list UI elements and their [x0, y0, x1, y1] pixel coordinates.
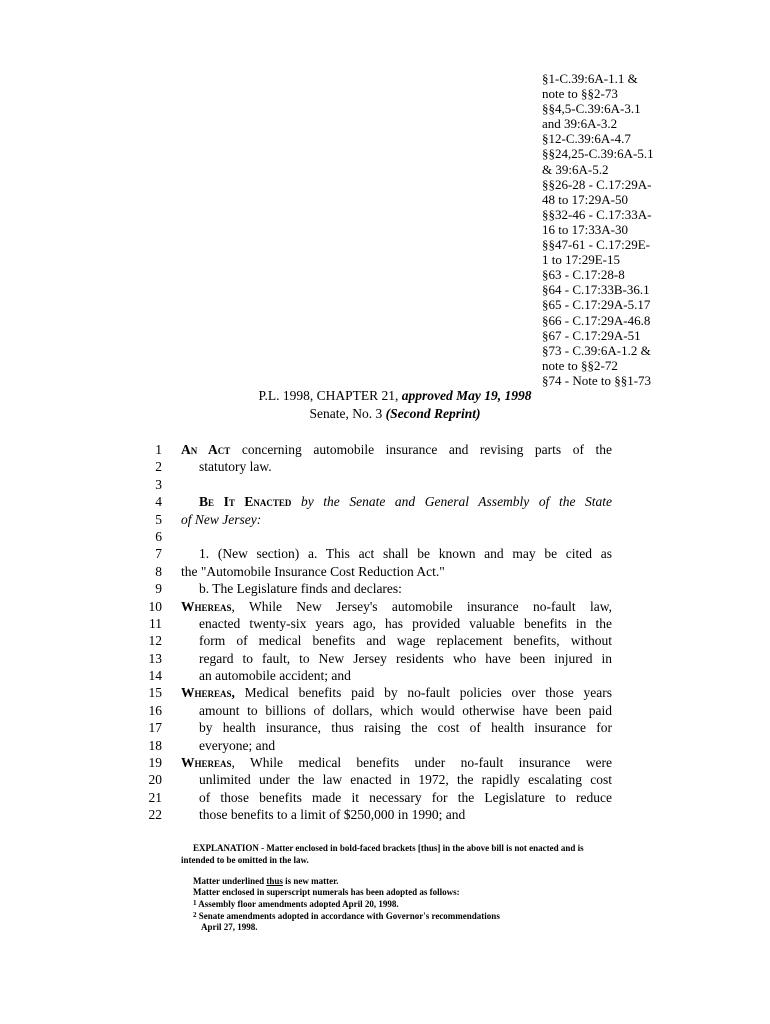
text-line: [0, 806, 770, 823]
line-number: 14: [148, 668, 162, 684]
line-number: 4: [155, 494, 162, 510]
text-line: [0, 632, 770, 649]
reference-line: 1 to 17:29E-15: [542, 252, 620, 268]
line-number: 5: [155, 511, 162, 527]
underlined-word: thus: [266, 876, 283, 886]
reference-line: §63 - C.17:28-8: [542, 267, 625, 283]
text-line: [0, 615, 770, 632]
plain-text: , While medical benefits under no-fault insurance were: [231, 755, 612, 771]
superscript-note: Matter enclosed in superscript numerals has been adopted as follows:: [193, 887, 460, 897]
line-number: 21: [148, 789, 162, 805]
explanation-note: [181, 842, 613, 866]
amendment-note-1: [193, 898, 613, 910]
line-number: 3: [155, 476, 162, 492]
line-text: regard to fault, to New Jersey residents who have been injured in: [199, 650, 612, 666]
reference-line: §66 - C.17:29A-46.8: [542, 312, 651, 328]
explanation-text: EXPLANATION - Matter enclosed in bold-faced brackets [thus] in the above bill is not enacted and is intended to be omitted in the law.: [181, 843, 584, 865]
text-line: [0, 545, 770, 562]
line-number: 18: [148, 737, 162, 753]
text-line: [0, 476, 770, 493]
text-line: [0, 580, 770, 597]
line-number: 13: [148, 650, 162, 666]
reprint-label: (Second Reprint): [385, 406, 481, 421]
line-text: of New Jersey:: [181, 511, 262, 527]
line-number: 12: [148, 633, 162, 649]
small-caps-text: Be It Enacted: [199, 494, 292, 510]
text-line: [0, 528, 770, 545]
line-number: 8: [155, 563, 162, 579]
footnote-mark: 1: [193, 899, 197, 907]
note-text: Senate amendments adopted in accordance with Governor's recommendations: [196, 911, 500, 921]
reference-line: §§47-61 - C.17:29E-: [542, 237, 650, 253]
line-text: [181, 684, 612, 701]
reference-line: 48 to 17:29A-50: [542, 191, 628, 207]
line-text: form of medical benefits and wage replacement benefits, without: [199, 633, 612, 649]
note-text: is new matter.: [282, 876, 339, 886]
line-text: everyone; and: [199, 737, 276, 753]
plain-text: , While New Jersey's automobile insurance no-fault law,: [231, 598, 612, 614]
line-text: [181, 598, 612, 615]
reference-line: 16 to 17:33A-30: [542, 221, 628, 237]
line-text: an automobile accident; and: [199, 668, 351, 684]
reference-line: and 39:6A-3.2: [542, 116, 618, 132]
approval-date: approved May 19, 1998: [401, 388, 532, 403]
line-number: 15: [148, 685, 162, 701]
text-line: [0, 511, 770, 528]
text-line: [0, 563, 770, 580]
reference-line: §74 - Note to §§1-73: [542, 372, 652, 388]
reference-line: §12-C.39:6A-4.7: [542, 131, 631, 147]
small-caps-text: Whereas: [181, 755, 232, 771]
text-line: [0, 754, 770, 771]
line-number: 1: [155, 442, 162, 457]
small-caps-text: Whereas,: [181, 685, 235, 701]
line-text: enacted twenty-six years ago, has provided valuable benefits in the: [199, 615, 612, 631]
text-line: [0, 650, 770, 667]
line-number: 19: [148, 755, 162, 771]
line-text: amount to billions of dollars, which would otherwise have been paid: [199, 702, 612, 718]
reference-line: §73 - C.39:6A-1.2 &: [542, 342, 651, 358]
plain-text: concerning automobile insurance and revising parts of the: [230, 442, 612, 457]
underline-note: [193, 876, 613, 887]
italic-text: by the Senate and General Assembly of the State: [291, 494, 612, 510]
bill-label: Senate, No. 3: [309, 406, 386, 421]
text-line: [0, 667, 770, 684]
reference-line: & 39:6A-5.2: [542, 161, 609, 177]
line-number: 9: [155, 581, 162, 597]
text-line: [0, 719, 770, 736]
bill-text: [0, 441, 770, 824]
amendment-note-2: [193, 910, 613, 922]
line-number: 11: [149, 615, 162, 631]
line-text: by health insurance, thus raising the cost of health insurance for: [199, 720, 612, 736]
line-text: of those benefits made it necessary for the Legislature to reduce: [199, 789, 612, 805]
text-line: [0, 771, 770, 788]
statute-references: [542, 71, 742, 388]
text-line: [0, 684, 770, 701]
text-line: [0, 702, 770, 719]
text-line: [0, 493, 770, 510]
note-text: Matter underlined: [193, 876, 267, 886]
footnote-mark: 2: [193, 911, 197, 919]
line-number: 2: [155, 459, 162, 475]
reference-line: §§24,25-C.39:6A-5.1: [542, 146, 654, 162]
reference-line: §§26-28 - C.17:29A-: [542, 176, 652, 192]
chapter-heading: [0, 388, 770, 404]
small-caps-text: An Act: [181, 442, 231, 457]
line-text: unlimited under the law enacted in 1972, the rapidly escalating cost: [199, 772, 612, 788]
reference-line: note to §§2-72: [542, 357, 618, 373]
text-line: [0, 458, 770, 475]
reference-line: §1-C.39:6A-1.1 &: [542, 71, 638, 86]
plain-text: Medical benefits paid by no-fault policies over those years: [234, 685, 612, 701]
line-number: 17: [148, 720, 162, 736]
reference-line: §§4,5-C.39:6A-3.1: [542, 101, 641, 117]
amendment-note-2-continued: April 27, 1998.: [201, 922, 258, 932]
line-number: 6: [155, 528, 162, 544]
line-text: [181, 754, 612, 771]
line-number: 10: [148, 598, 162, 614]
line-text: b. The Legislature finds and declares:: [199, 581, 402, 597]
line-number: 7: [155, 546, 162, 562]
line-text: [181, 441, 612, 458]
line-number: 22: [148, 807, 162, 823]
line-text: [199, 493, 612, 510]
reference-line: §65 - C.17:29A-5.17: [542, 297, 651, 313]
text-line: [0, 598, 770, 615]
line-text: the "Automobile Insurance Cost Reduction Act.": [181, 563, 445, 579]
reference-line: §67 - C.17:29A-51: [542, 327, 641, 343]
line-number: 16: [148, 702, 162, 718]
reference-line: §§32-46 - C.17:33A-: [542, 206, 652, 222]
note-text: Assembly floor amendments adopted April 20, 1998.: [196, 899, 399, 909]
small-caps-text: Whereas: [181, 598, 232, 614]
line-number: 20: [148, 772, 162, 788]
line-text: statutory law.: [199, 459, 272, 475]
text-line: [0, 789, 770, 806]
text-line: [0, 441, 770, 458]
chapter-label: P.L. 1998, CHAPTER 21,: [258, 388, 402, 403]
text-line: [0, 737, 770, 754]
reference-line: §64 - C.17:33B-36.1: [542, 282, 650, 298]
bill-heading: [0, 406, 770, 422]
reference-line: note to §§2-73: [542, 86, 618, 102]
line-text: 1. (New section) a. This act shall be known and may be cited as: [199, 546, 612, 562]
line-text: those benefits to a limit of $250,000 in 1990; and: [199, 807, 466, 823]
amendment-notes: [193, 876, 613, 933]
